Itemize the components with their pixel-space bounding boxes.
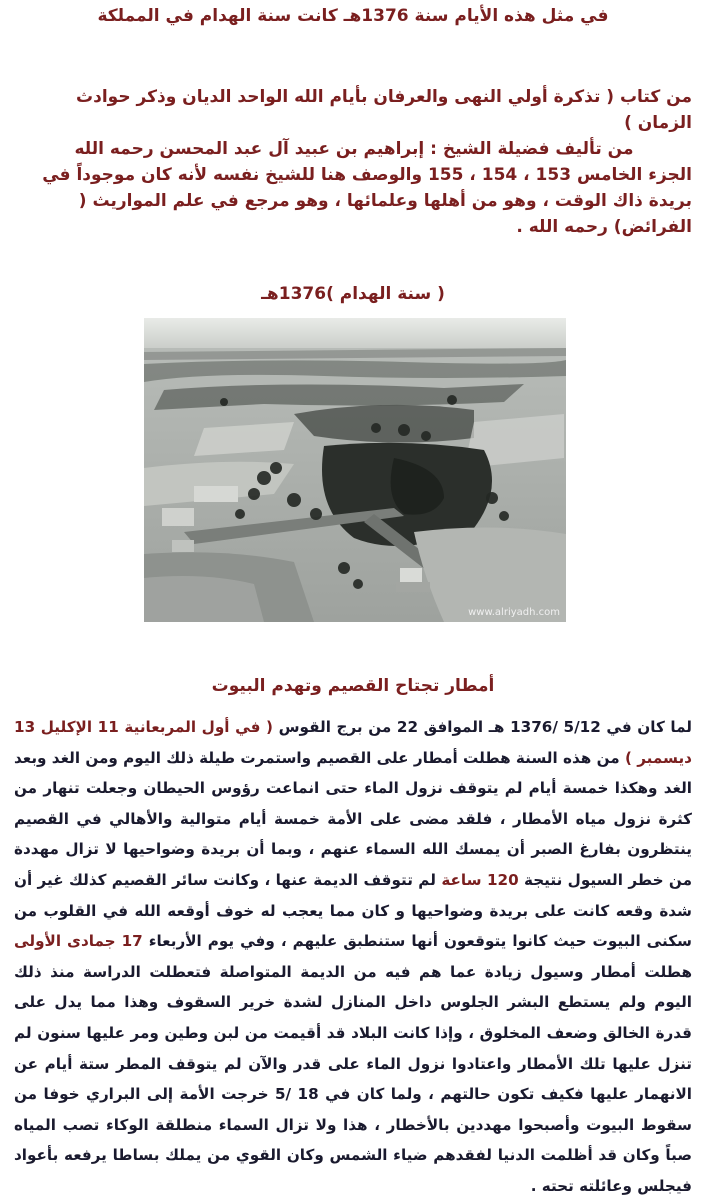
book-author: من تأليف فضيلة الشيخ : إبراهيم بن عبيد آل عبد المحسن رحمه الله	[74, 139, 634, 159]
body-date-highlight: 17 جمادى الأولى	[14, 932, 143, 951]
body-text-part: خرجت الأمة إلى البراري خوفا من سقوط البيوت وأصبحوا مهددين بالأخطار ، هذا ولا تزال السماء منطلقة الوكاء تصب المياه صباً وكان قد أظلمت الدنيا لفقدهم ضياء الشمس وكان القوي من يملك بساطا يرفعه بأعواد فيجلس وعائلته تحته .	[14, 1085, 692, 1195]
body-date-note: ( في أول المربعانية 11 الإكليل 13 ديسمبر )	[14, 718, 692, 767]
body-text-part: من هذه السنة هطلت أمطار على القصيم واستمرت طيلة ذلك اليوم ومن الغد وبعد الغد وهكذا خمسة أيام لم يتوقف نزول الماء حتى انماعت رؤوس الحيطان وجعلت تنهار من كثرة نزول مياه الأمطار ، فلقد مضى على الأمة خمسة أيام متوالية والأهالي في القصيم ينتظرون بفارغ الصبر أن يمسك الله السماء عنهم ، وبما أن بريدة وضواحيها لا تزال مهددة من خطر السيول نتيجة	[14, 748, 692, 889]
section-heading: ( سنة الهدام )1376هـ	[261, 284, 445, 304]
body-date-highlight: 18 /5	[274, 1085, 319, 1104]
flood-photo	[144, 318, 566, 622]
body-duration-highlight: 120 ساعة	[441, 870, 519, 889]
article-subtitle: أمطار تجتاح القصيم وتهدم البيوت	[211, 676, 495, 696]
body-text-part: لم تتوقف الديمة عنها ، وكانت سائر القصيم كذلك غير أن شدة وقعه كانت على بريدة وضواحيها و كان مما يعجب له خوف أوقعه الله في القلوب من سكنى البيوت حيث كانوا يتوقعون أنها ستنطبق عليهم ، وفي يوم الأربعاء	[14, 870, 692, 951]
book-source: من كتاب ( تذكرة أولي النهى والعرفان بأيام الله الواحد الديان وذكر حوادث الزمان )	[76, 87, 692, 133]
body-date-intro: لما كان في 5/12 /1376 هـ الموافق 22 من برج القوس	[278, 718, 693, 736]
article-body	[14, 712, 692, 1202]
body-text-part: هطلت أمطار وسيول زيادة عما هم فيه من الديمة المتواصلة فتعطلت الدراسة منذ ذلك اليوم ولم يستطع البشر الجلوس داخل المنازل لشدة خرير السقوف وهذا مما يدل على قدرة الخالق وضعف المخلوق ، وإذا كانت البلاد قد أقيمت من لبن وطين ومر عليها سنون لم تنزل عليها تلك الأمطار واعتادوا نزول الماء على قدر والآن لم يتوقف المطر ستة أيام عن الانهمار عليها فكيف تكون حالتهم ، ولما كان في	[14, 962, 692, 1104]
book-description: الجزء الخامس 153 ، 154 ، 155 والوصف هنا للشيخ نفسه لأنه كان موجوداً في بريدة ذاك الوقت ، وهو من أهلها وعلمائها ، وهو مرجع في علم المواريث ( الفرائض) رحمه الله .	[42, 165, 692, 237]
photo-watermark: www.alriyadh.com	[468, 607, 560, 618]
book-info	[16, 84, 692, 240]
page-title: في مثل هذه الأيام سنة 1376هـ كانت سنة الهدام في المملكة	[97, 6, 609, 26]
flood-aerial-image	[144, 318, 566, 622]
